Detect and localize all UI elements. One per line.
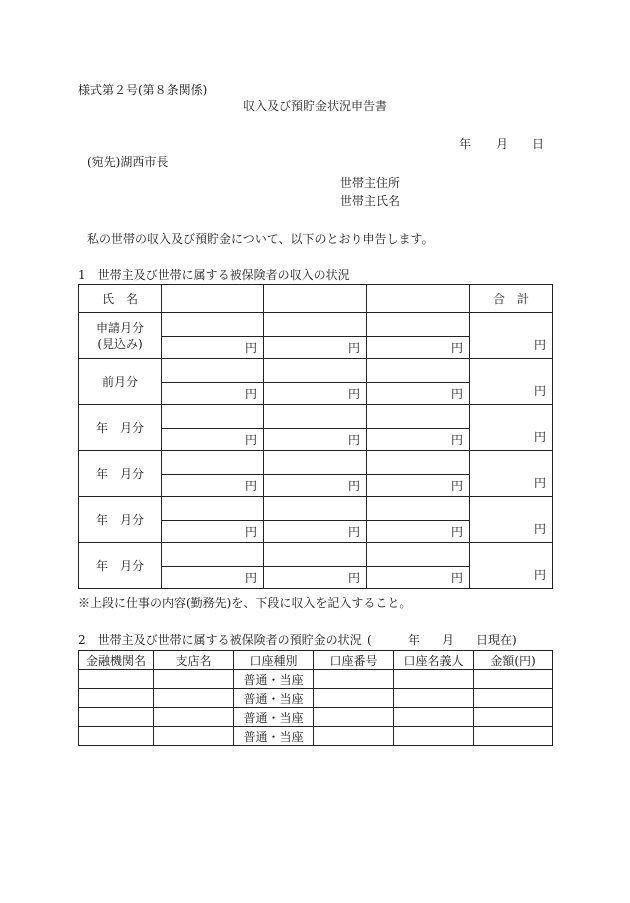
savings-row	[79, 689, 553, 708]
date-month: 月	[496, 137, 509, 151]
account-number-cell[interactable]	[314, 689, 394, 708]
income-amount-cell[interactable]	[264, 383, 367, 405]
income-table	[78, 284, 553, 589]
occupation-cell[interactable]	[162, 405, 264, 429]
yen-unit: 円	[533, 568, 546, 582]
section2-heading-asof: 日現在)	[476, 633, 517, 647]
declaration-text: 私の世帯の収入及び預貯金について、以下のとおり申告します。	[87, 232, 434, 246]
occupation-cell[interactable]	[162, 543, 264, 567]
account-type-cell[interactable]: 普通・当座	[234, 727, 314, 746]
income-amount-cell[interactable]	[367, 475, 470, 497]
occupation-cell[interactable]	[367, 313, 470, 337]
income-amount-cell[interactable]	[367, 521, 470, 543]
income-amount-cell[interactable]	[162, 337, 264, 359]
income-amount-cell[interactable]	[264, 429, 367, 451]
yen-unit: 円	[347, 387, 360, 401]
branch-cell[interactable]	[154, 708, 234, 727]
period-label	[79, 359, 162, 405]
savings-row	[79, 670, 553, 689]
period-label-line1: 年 月分	[95, 512, 144, 527]
yen-unit: 円	[450, 433, 463, 447]
yen-unit: 円	[244, 341, 257, 355]
yen-unit: 円	[347, 525, 360, 539]
occupation-cell[interactable]	[367, 359, 470, 383]
yen-unit: 円	[533, 338, 546, 352]
date-year: 年	[459, 137, 472, 151]
income-amount-cell[interactable]	[162, 475, 264, 497]
yen-unit: 円	[347, 571, 360, 585]
occupation-cell[interactable]	[367, 497, 470, 521]
yen-unit: 円	[450, 341, 463, 355]
yen-unit: 円	[533, 384, 546, 398]
occupation-cell[interactable]	[367, 451, 470, 475]
occupation-cell[interactable]	[264, 451, 367, 475]
income-amount-cell[interactable]	[264, 567, 367, 589]
total-income-cell[interactable]	[470, 497, 553, 543]
total-income-cell[interactable]	[470, 451, 553, 497]
yen-unit: 円	[244, 433, 257, 447]
amount-cell[interactable]	[474, 727, 553, 746]
total-income-cell[interactable]	[470, 359, 553, 405]
period-label-line1: 前月分	[101, 374, 138, 389]
bank-name-cell[interactable]	[79, 689, 154, 708]
yen-unit: 円	[347, 479, 360, 493]
account-number-header: 口座番号	[314, 651, 394, 670]
period-label-line1: 年 月分	[95, 558, 144, 573]
account-holder-cell[interactable]	[394, 670, 474, 689]
account-type-cell[interactable]: 普通・当座	[234, 708, 314, 727]
total-income-cell[interactable]	[470, 313, 553, 359]
householder-address-label: 世帯主住所	[340, 176, 401, 190]
occupation-cell[interactable]	[162, 497, 264, 521]
amount-cell[interactable]	[474, 670, 553, 689]
amount-cell[interactable]	[474, 708, 553, 727]
account-number-cell[interactable]	[314, 727, 394, 746]
total-income-cell[interactable]	[470, 543, 553, 589]
account-number-cell[interactable]	[314, 708, 394, 727]
yen-unit: 円	[244, 479, 257, 493]
period-label	[79, 313, 162, 359]
yen-unit: 円	[533, 430, 546, 444]
yen-unit: 円	[347, 341, 360, 355]
period-label	[79, 497, 162, 543]
savings-header-row	[79, 651, 553, 670]
document-title: 収入及び預貯金状況申告書	[242, 99, 387, 113]
period-label-line2: (見込み)	[97, 336, 143, 351]
yen-unit: 円	[533, 476, 546, 490]
branch-header: 支店名	[154, 651, 234, 670]
income-note: ※上段に仕事の内容(勤務先)を、下段に収入を記入すること。	[78, 596, 412, 610]
income-row-upper	[79, 359, 553, 383]
occupation-cell[interactable]	[162, 359, 264, 383]
date-day: 日	[532, 137, 545, 151]
income-amount-cell[interactable]	[367, 383, 470, 405]
period-label	[79, 543, 162, 589]
total-header: 合 計	[470, 285, 553, 313]
income-amount-cell[interactable]	[367, 337, 470, 359]
period-label	[79, 405, 162, 451]
account-holder-cell[interactable]	[394, 689, 474, 708]
section2-heading-year: 年	[408, 633, 421, 647]
name-cell[interactable]	[264, 285, 367, 313]
income-amount-cell[interactable]	[162, 567, 264, 589]
income-row-upper	[79, 451, 553, 475]
name-cell[interactable]	[367, 285, 470, 313]
addressee: (宛先)湖西市長	[87, 155, 169, 169]
bank-name-header: 金融機関名	[79, 651, 154, 670]
income-amount-cell[interactable]	[264, 337, 367, 359]
yen-unit: 円	[450, 387, 463, 401]
occupation-cell[interactable]	[264, 497, 367, 521]
occupation-cell[interactable]	[162, 451, 264, 475]
yen-unit: 円	[244, 571, 257, 585]
income-amount-cell[interactable]	[162, 429, 264, 451]
section2-heading-main: 2 世帯主及び世帯に属する被保険者の預貯金の状況	[78, 633, 362, 647]
occupation-cell[interactable]	[367, 543, 470, 567]
householder-name-label: 世帯主氏名	[340, 194, 401, 208]
income-amount-cell[interactable]	[367, 567, 470, 589]
occupation-cell[interactable]	[162, 313, 264, 337]
amount-cell[interactable]	[474, 689, 553, 708]
yen-unit: 円	[244, 387, 257, 401]
amount-header: 金額(円)	[474, 651, 553, 670]
income-row-upper	[79, 543, 553, 567]
form-number: 様式第２号(第８条関係)	[78, 83, 208, 97]
yen-unit: 円	[450, 571, 463, 585]
savings-row	[79, 708, 553, 727]
yen-unit: 円	[244, 525, 257, 539]
yen-unit: 円	[450, 479, 463, 493]
occupation-cell[interactable]	[264, 313, 367, 337]
account-holder-cell[interactable]	[394, 708, 474, 727]
income-amount-cell[interactable]	[264, 475, 367, 497]
occupation-cell[interactable]	[367, 405, 470, 429]
total-income-cell[interactable]	[470, 405, 553, 451]
bank-name-cell[interactable]	[79, 670, 154, 689]
period-label-line1: 年 月分	[95, 466, 144, 481]
branch-cell[interactable]	[154, 689, 234, 708]
occupation-cell[interactable]	[264, 405, 367, 429]
income-amount-cell[interactable]	[162, 383, 264, 405]
income-amount-cell[interactable]	[162, 521, 264, 543]
income-header-row	[79, 285, 553, 313]
income-amount-cell[interactable]	[264, 521, 367, 543]
occupation-cell[interactable]	[264, 359, 367, 383]
savings-row	[79, 727, 553, 746]
account-type-header: 口座種別	[234, 651, 314, 670]
section2-heading-month: 月	[442, 633, 455, 647]
bank-name-cell[interactable]	[79, 727, 154, 746]
name-header: 氏 名	[79, 285, 162, 313]
income-row-upper	[79, 497, 553, 521]
branch-cell[interactable]	[154, 670, 234, 689]
name-cell[interactable]	[162, 285, 264, 313]
period-label	[79, 451, 162, 497]
section1-heading: 1 世帯主及び世帯に属する被保険者の収入の状況	[78, 268, 350, 282]
branch-cell[interactable]	[154, 727, 234, 746]
yen-unit: 円	[347, 433, 360, 447]
section2-heading-paren: (	[367, 633, 372, 647]
account-type-cell[interactable]: 普通・当座	[234, 689, 314, 708]
bank-name-cell[interactable]	[79, 708, 154, 727]
period-label-line1: 申請月分	[95, 320, 144, 335]
yen-unit: 円	[450, 525, 463, 539]
period-label-line1: 年 月分	[95, 420, 144, 435]
occupation-cell[interactable]	[264, 543, 367, 567]
income-amount-cell[interactable]	[367, 429, 470, 451]
account-type-cell[interactable]: 普通・当座	[234, 670, 314, 689]
yen-unit: 円	[533, 522, 546, 536]
account-number-cell[interactable]	[314, 670, 394, 689]
income-row-upper	[79, 405, 553, 429]
savings-table	[78, 650, 553, 746]
account-holder-header: 口座名義人	[394, 651, 474, 670]
account-holder-cell[interactable]	[394, 727, 474, 746]
income-row-upper	[79, 313, 553, 337]
